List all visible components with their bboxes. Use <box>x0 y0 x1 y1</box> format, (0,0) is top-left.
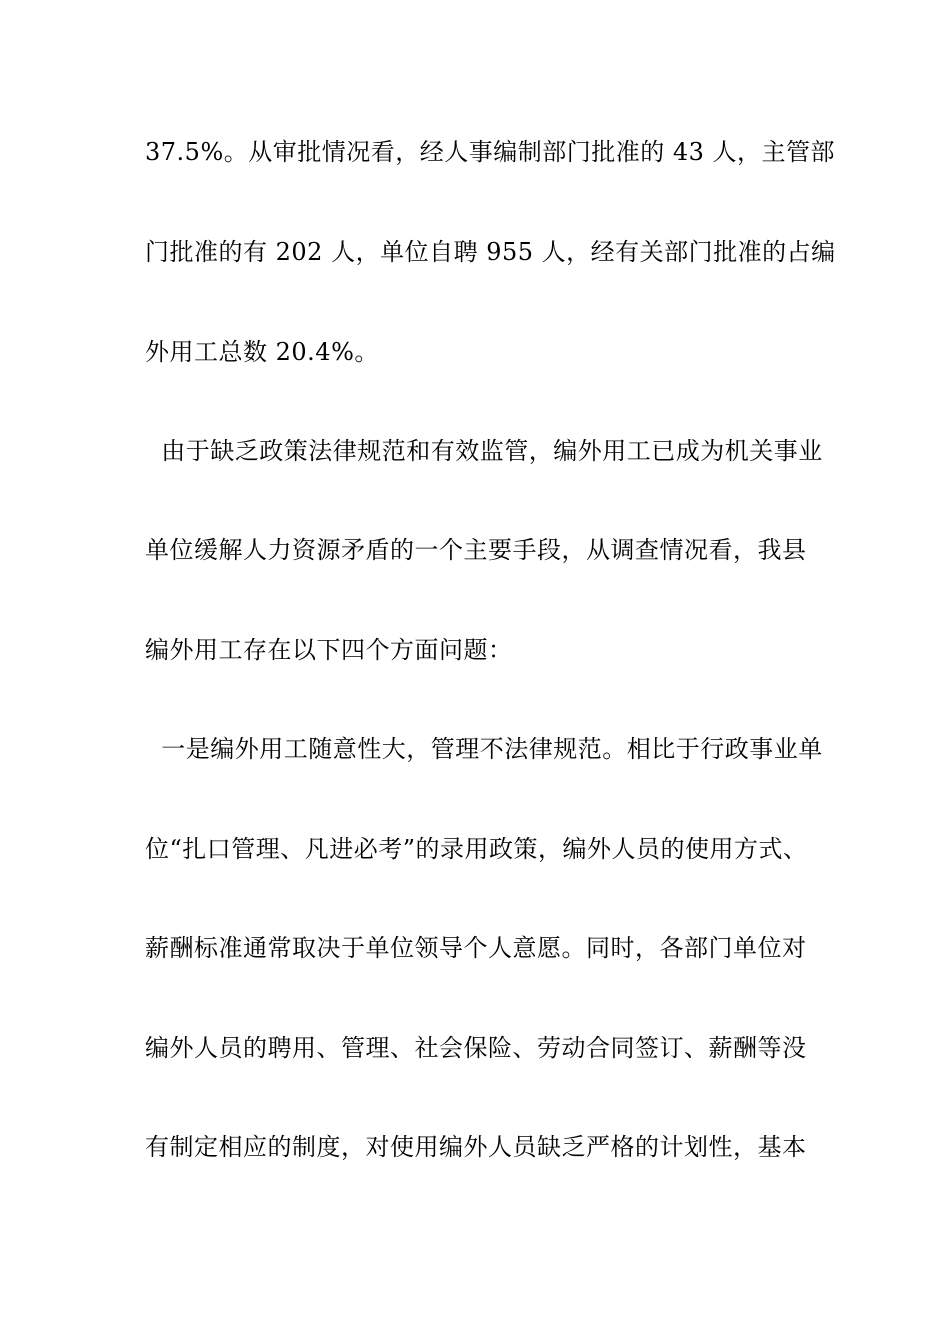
text-line: 编外用工存在以下四个方面问题： <box>145 636 513 664</box>
text-line: 有制定相应的制度，对使用编外人员缺乏严格的计划性，基本 <box>145 1133 807 1161</box>
text-line: 37.5%。从审批情况看，经人事编制部门批准的 43 人，主管部 <box>145 138 836 166</box>
text-line: 编外人员的聘用、管理、社会保险、劳动合同签订、薪酬等没 <box>145 1034 807 1062</box>
text-line: 外用工总数 20.4%。 <box>145 338 379 366</box>
paragraph-start-line: 由于缺乏政策法律规范和有效监管，编外用工已成为机关事业 <box>145 437 823 465</box>
paragraph-start-line: 一是编外用工随意性大，管理不法律规范。相比于行政事业单 <box>145 735 823 763</box>
text-line: 位“扎口管理、凡进必考”的录用政策，编外人员的使用方式、 <box>145 835 808 863</box>
text-line: 薪酬标准通常取决于单位领导个人意愿。同时，各部门单位对 <box>145 934 807 962</box>
text-line: 门批准的有 202 人，单位自聘 955 人，经有关部门批准的占编 <box>145 238 836 266</box>
text-line: 单位缓解人力资源矛盾的一个主要手段，从调查情况看，我县 <box>145 536 807 564</box>
